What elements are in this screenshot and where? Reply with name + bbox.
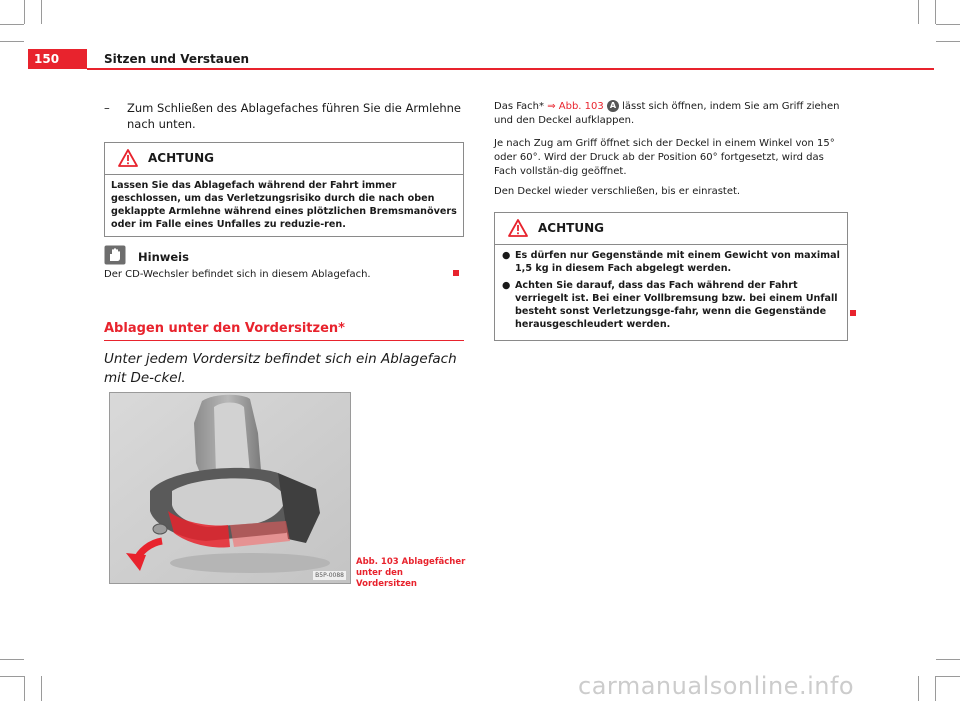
figure-reference-link[interactable]: ⇒ Abb. 103 (547, 101, 604, 112)
header-divider (87, 68, 934, 70)
crop-mark (918, 676, 919, 701)
note-text: Der CD-Wechsler befindet sich in diesem Ablagefach. (104, 269, 371, 280)
figure-caption (356, 557, 466, 590)
step-text: Zum Schließen des Ablagefaches führen Sie die Armlehne nach unten. (127, 101, 461, 131)
crop-mark (918, 0, 919, 24)
list-item-text: Achten Sie darauf, dass das Fach während der Fahrt verriegelt ist. Bei einer Vollbremsung bzw. bei einem Unfall besteht sonst Verletzungsge-fahr, wenn die Gegenstände herausgeschleudert werden. (515, 280, 838, 330)
warning-triangle-icon (508, 219, 528, 237)
seat-drawing (110, 393, 350, 583)
warning-header (105, 143, 463, 175)
crop-mark (936, 41, 960, 42)
step-dash: – (104, 101, 110, 115)
paragraph-close-lid: Den Deckel wieder verschließen, bis er einrastet. (494, 186, 741, 197)
paragraph-lid-angle: Je nach Zug am Griff öffnet sich der Deckel in einem Winkel von 15° oder 60°. Wird der Druck ab der Position 60° fortgesetzt, wird das Fach vollstän-dig geöffnet. (494, 138, 835, 177)
crop-mark (41, 0, 42, 24)
warning-label: ACHTUNG (538, 221, 604, 235)
list-item-text: Es dürfen nur Gegenstände mit einem Gewicht von maximal 1,5 kg in diesem Fach abgelegt werden. (515, 250, 840, 274)
callout-badge: A (607, 100, 619, 112)
section-heading: Ablagen unter den Vordersitzen* (104, 321, 345, 336)
instruction-step (104, 100, 464, 132)
seat-illustration (109, 392, 351, 584)
warning-triangle-icon (118, 149, 138, 167)
crop-mark (41, 676, 42, 701)
crop-mark (0, 41, 24, 42)
list-item (501, 249, 841, 275)
crop-mark (936, 659, 960, 660)
bullet-dot: ● (502, 280, 511, 291)
warning-label: ACHTUNG (148, 151, 214, 165)
crop-mark (935, 676, 936, 701)
caption-text: Ablagefächer unter den Vordersitzen (356, 557, 466, 589)
section-divider (104, 340, 464, 341)
page-number: 150 (28, 49, 87, 69)
section-intro: Unter jedem Vordersitz befindet sich ein Ablagefach mit De-ckel. (104, 351, 457, 386)
warning-header (495, 213, 847, 245)
crop-mark (0, 676, 24, 677)
list-item (501, 279, 841, 331)
warning-list (495, 245, 847, 340)
crop-mark (935, 0, 936, 24)
p1-intro: Das Fach* (494, 101, 545, 112)
crop-mark (24, 0, 25, 24)
section-end-marker (850, 310, 856, 316)
warning-text: Lassen Sie das Ablagefach während der Fahrt immer geschlossen, um das Verletzungsrisiko durch die nach oben geklappte Armlehne während eines plötzlichen Bremsmanövers oder im Falle eines Unfalles zu reduzie-ren. (111, 180, 457, 230)
figure-code: B5P-0088 (315, 572, 344, 579)
caption-label: Abb. 103 (356, 557, 399, 567)
section-end-marker (453, 270, 459, 276)
crop-mark (0, 24, 24, 25)
note-title: Hinweis (138, 250, 189, 264)
chapter-title: Sitzen und Verstauen (104, 52, 250, 66)
crop-mark (936, 676, 960, 677)
crop-mark (0, 659, 24, 660)
bullet-dot: ● (502, 250, 511, 261)
warning-box (104, 142, 464, 237)
warning-box (494, 212, 848, 341)
paragraph-open-compartment (494, 100, 849, 128)
note-hand-icon (104, 245, 126, 265)
site-watermark: carmanualsonline.info (578, 672, 855, 700)
crop-mark (936, 24, 960, 25)
crop-mark (24, 676, 25, 701)
p1-rest: lässt sich öffnen, indem Sie am Griff ziehen und den Deckel aufklappen. (494, 101, 840, 126)
